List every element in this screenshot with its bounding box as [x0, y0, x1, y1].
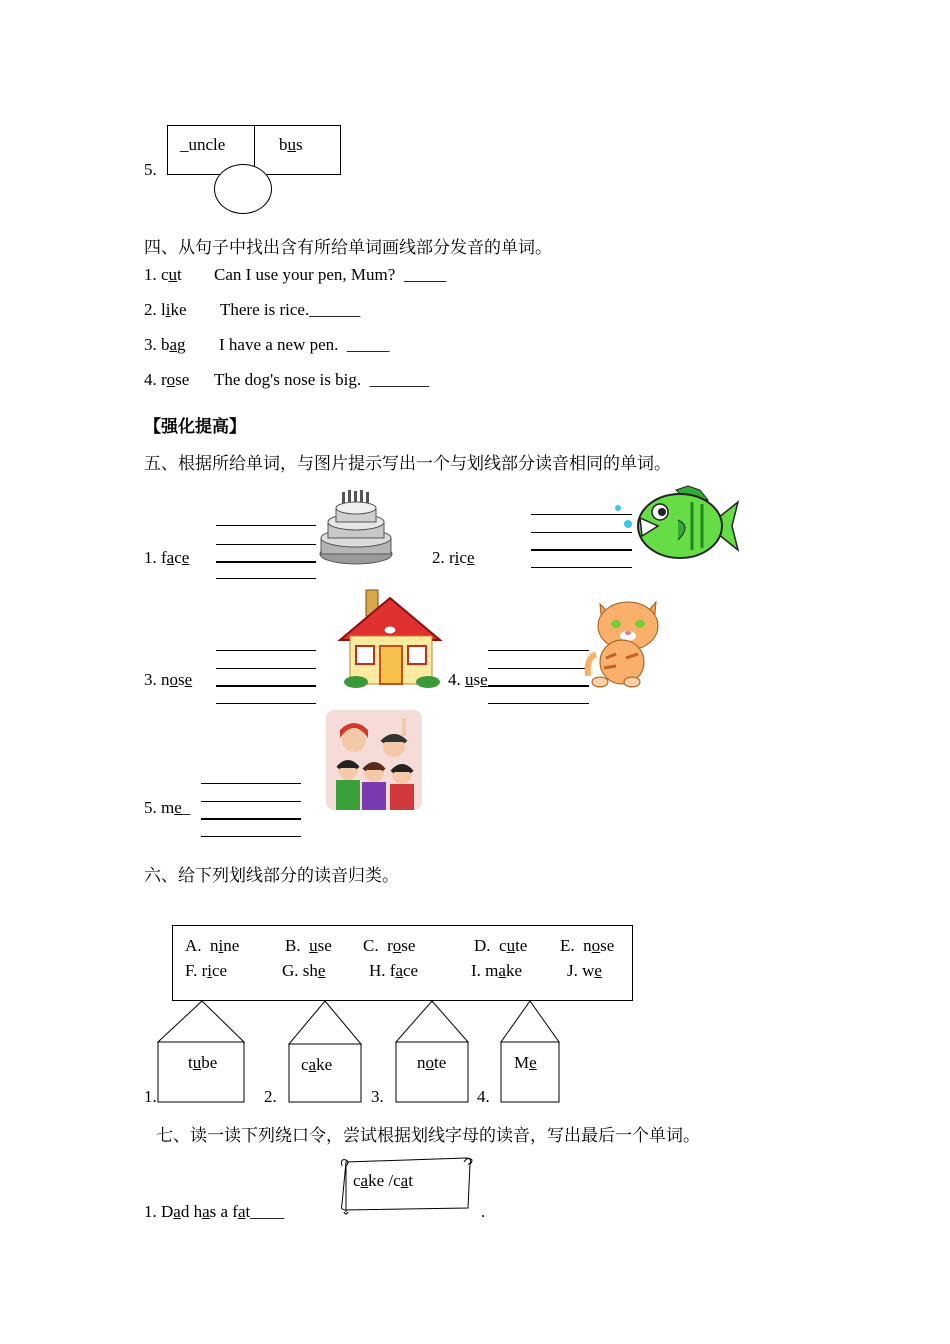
s5-3-line-d[interactable] — [216, 703, 316, 704]
s5-4-line-c[interactable] — [488, 685, 589, 687]
scroll-words: cake /cat — [353, 1171, 413, 1190]
fish-image — [612, 486, 740, 566]
section7-title: 七、读一读下列绕口令，尝试根据划线字母的读音，写出最后一个单词。 — [156, 1126, 700, 1146]
s4-sentence-2: There is rice.______ — [220, 300, 361, 319]
section5-title: 五、根据所给单词，与图片提示写出一个与划线部分读音相同的单词。 — [144, 454, 671, 474]
s5-item-2: 2. rice — [432, 548, 475, 567]
s7-period: . — [481, 1202, 486, 1221]
s6-word-a: A. nine — [185, 936, 240, 955]
section4-title: 四、从句子中找出含有所给单词画线部分发音的单词。 — [144, 238, 552, 258]
s6-word-f: F. rice — [185, 961, 228, 980]
s6-house-1-word: tube — [188, 1053, 218, 1072]
q5-circle — [214, 164, 272, 214]
s5-4-line-d[interactable] — [488, 703, 589, 704]
strengthen-heading: 【强化提高】 — [144, 417, 246, 437]
s6-house-4[interactable] — [499, 1000, 561, 1104]
s6-house-2-word: cake — [301, 1055, 333, 1074]
family-image — [322, 710, 422, 810]
s6-word-g: G. she — [282, 961, 326, 980]
s6-house-2[interactable] — [287, 1000, 363, 1104]
s5-item-3: 3. nose — [144, 670, 193, 689]
s6-house-3-num: 3. — [371, 1087, 384, 1106]
s6-word-e: E. nose — [560, 936, 615, 955]
s5-5-line-d[interactable] — [201, 836, 301, 837]
s4-sentence-1: Can I use your pen, Mum? _____ — [214, 265, 447, 284]
s5-3-line-c[interactable] — [216, 685, 316, 687]
s6-house-1[interactable] — [156, 1000, 248, 1104]
s5-1-line-a[interactable] — [216, 525, 316, 526]
s6-word-c: C. rose — [363, 936, 416, 955]
s5-3-line-b[interactable] — [216, 668, 316, 669]
s7-item-1: 1. Dad has a fat____ — [144, 1202, 285, 1221]
s5-5-line-a[interactable] — [201, 783, 301, 784]
s4-item-2: 2. like — [144, 300, 187, 319]
s6-house-1-num: 1. — [144, 1087, 157, 1106]
q5-number: 5. — [144, 160, 157, 179]
q5-left-word: _uncle — [180, 135, 226, 154]
s4-item-1: 1. cut — [144, 265, 182, 284]
s4-sentence-4: The dog's nose is big. _______ — [214, 370, 430, 389]
s5-item-5: 5. me_ — [144, 798, 191, 817]
s6-word-j: J. we — [567, 961, 602, 980]
q5-right-word: bus — [279, 135, 303, 154]
s5-4-line-a[interactable] — [488, 650, 589, 651]
section6-title: 六、给下列划线部分的读音归类。 — [144, 866, 399, 886]
cat-image — [586, 598, 668, 688]
s5-3-line-a[interactable] — [216, 650, 316, 651]
s5-1-line-b[interactable] — [216, 544, 316, 545]
s6-house-4-num: 4. — [477, 1087, 490, 1106]
s6-word-i: I. make — [471, 961, 522, 980]
s4-sentence-3: I have a new pen. _____ — [219, 335, 390, 354]
s4-item-4: 4. rose — [144, 370, 190, 389]
s5-1-line-d[interactable] — [216, 578, 316, 579]
s5-4-line-b[interactable] — [488, 668, 589, 669]
s5-1-line-c[interactable] — [216, 561, 316, 563]
s5-5-line-c[interactable] — [201, 818, 301, 820]
s4-item-3: 3. bag — [144, 335, 186, 354]
s6-word-h: H. face — [369, 961, 419, 980]
s6-word-d: D. cute — [474, 936, 528, 955]
s6-house-4-word: Me — [514, 1053, 537, 1072]
s5-item-4: 4. use — [448, 670, 488, 689]
house-image — [338, 588, 442, 688]
cake-image — [318, 490, 404, 566]
s6-word-b: B. use — [285, 936, 332, 955]
s5-item-1: 1. face — [144, 548, 190, 567]
s6-house-2-num: 2. — [264, 1087, 277, 1106]
s6-house-3-word: note — [417, 1053, 447, 1072]
s5-2-line-d[interactable] — [531, 567, 632, 568]
s6-house-3[interactable] — [394, 1000, 470, 1104]
s5-5-line-b[interactable] — [201, 801, 301, 802]
